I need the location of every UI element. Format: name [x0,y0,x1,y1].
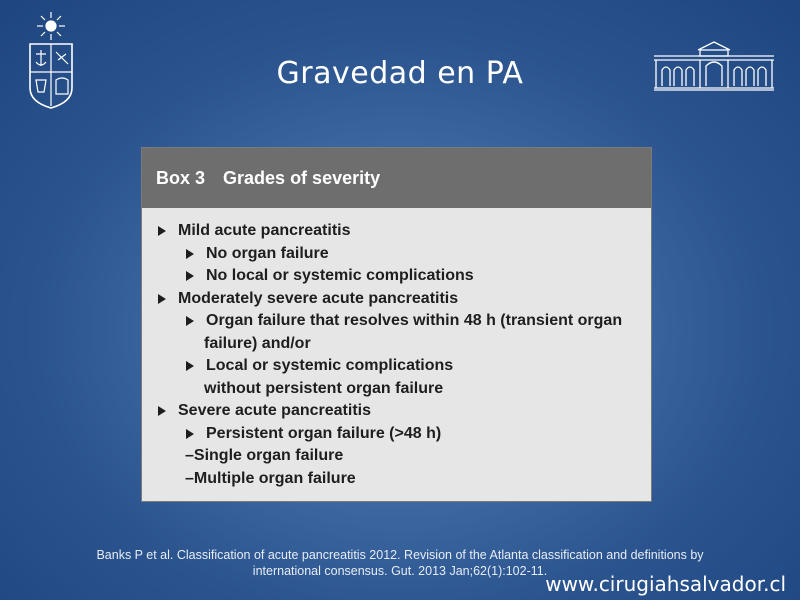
severity-list [142,208,651,490]
list-item-text: –Multiple organ failure [185,469,356,487]
bullet-triangle-icon [158,294,166,304]
bullet-triangle-icon [186,316,194,326]
bullet-triangle-icon [186,361,194,371]
list-item [142,355,651,378]
list-item [142,400,651,423]
list-item-text: –Single organ failure [185,447,344,464]
list-item [142,445,651,468]
list-item [142,310,651,333]
list-item-text: Severe acute pancreatitis [178,402,371,419]
box-number: Box 3 [156,167,206,188]
box-header [142,148,651,208]
list-item-continuation [142,333,651,356]
list-item-text: No organ failure [206,244,329,262]
list-item [142,423,651,446]
list-item-continuation [142,378,651,401]
website-url: www.cirugiahsalvador.cl [545,572,786,596]
list-item [142,220,651,243]
list-item-text: Moderately severe acute pancreatitis [178,289,459,307]
box-title: Grades of severity [223,167,381,188]
citation-line-2: international consensus. Gut. 2013 Jan;62(1):102-11. [252,564,548,578]
bullet-triangle-icon [158,406,166,416]
list-item [142,468,651,491]
bullet-triangle-icon [186,429,194,439]
severity-box [141,147,652,502]
bullet-triangle-icon [186,271,194,281]
bullet-triangle-icon [158,226,166,236]
bullet-triangle-icon [186,249,194,259]
list-item [142,243,651,266]
list-item [142,265,651,288]
slide-title: Gravedad en PA [276,56,524,91]
list-item-text: Persistent organ failure (>48 h) [206,424,442,442]
list-item-text: Local or systemic complications [206,357,454,374]
list-item-text: without persistent organ failure [204,379,444,397]
list-item [142,288,651,311]
list-item-text: failure) and/or [204,334,311,352]
list-item-text: Organ failure that resolves within 48 h (transient organ [206,312,623,329]
list-item-text: Mild acute pancreatitis [178,222,351,239]
list-item-text: No local or systemic complications [206,267,474,284]
citation-line-1: Banks P et al. Classification of acute pancreatitis 2012. Revision of the Atlanta classification and definitions by [96,548,704,562]
